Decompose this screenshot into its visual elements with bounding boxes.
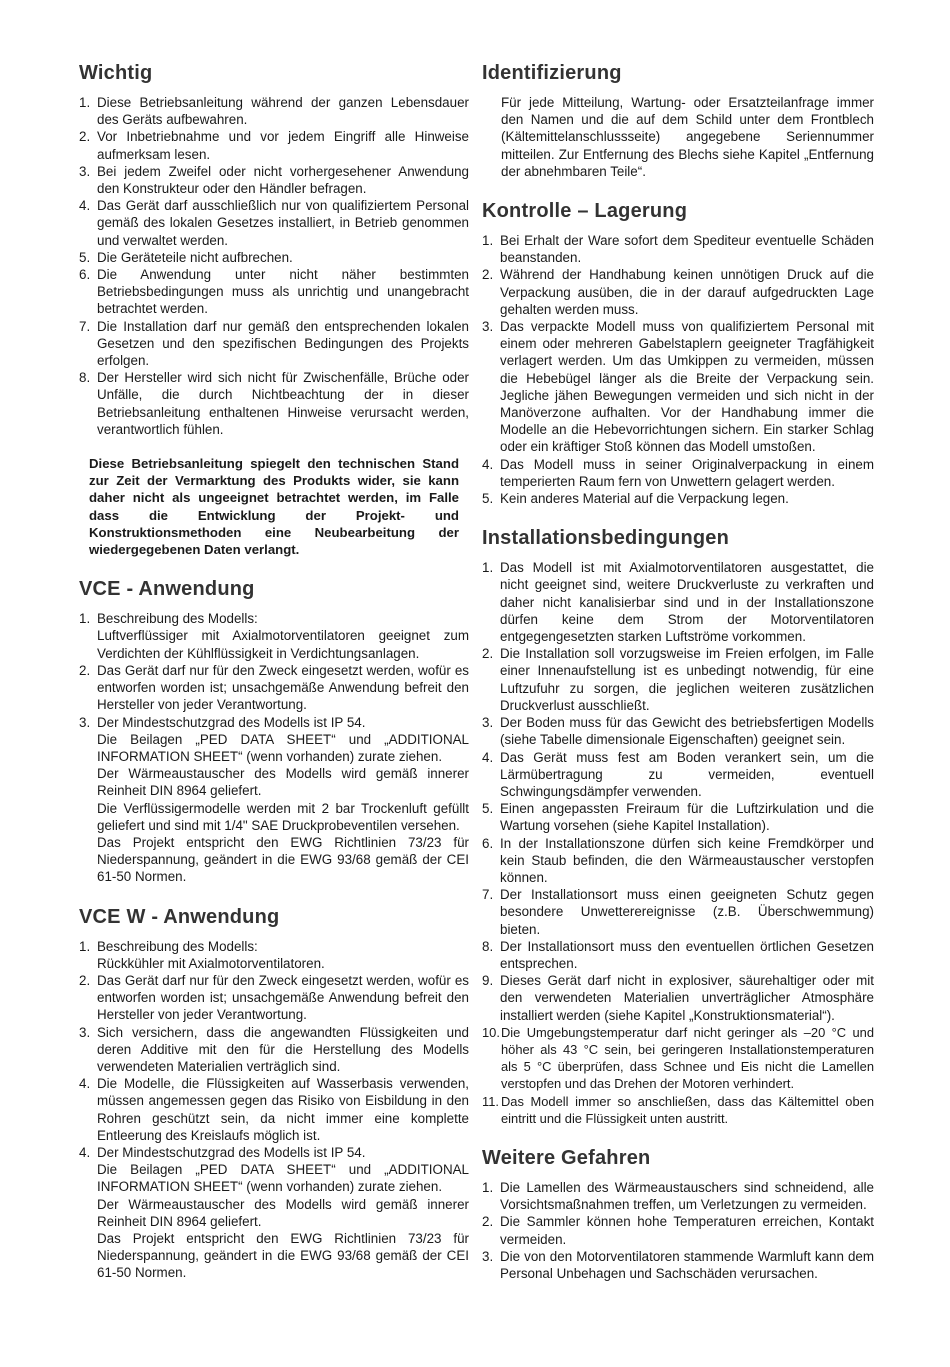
list-item-text: Die Geräteteile nicht aufbrechen. (97, 249, 293, 265)
list-item-number: 8. (79, 370, 91, 386)
list-item-text: Die Verflüssigermodelle werden mit 2 bar Trockenluft gefüllt geliefert und sind mit 1/4" SAE Druckprobeventilen versehen. (97, 800, 469, 833)
list-item (79, 318, 469, 370)
list-item-number: 3. (79, 163, 91, 179)
list-item-number: 6. (482, 835, 494, 851)
list-item-text: Während der Handhabung keinen unnötigen Druck auf die Verpackung ausüben, die in der darauf aufgedruckten Lage gehalten werden muss. (500, 267, 874, 317)
list-item-number: 3. (79, 1024, 91, 1040)
heading-identifizierung: Identifizierung (482, 62, 622, 84)
list-item-text: Der Mindestschutzgrad des Modells ist IP 54. (97, 714, 366, 730)
list-item (482, 1248, 874, 1282)
list-item (79, 972, 469, 1024)
list-item-text: Beschreibung des Modells: (97, 611, 258, 627)
list-item-number: 5. (79, 249, 91, 265)
list-item-number: 1. (79, 938, 91, 954)
list-item-text: Das Modell immer so anschließen, dass das Kältemittel oben eintritt und die Flüssigkeit unten austritt. (501, 1093, 874, 1126)
list-item-text: Das Gerät muss fest am Boden verankert sein, um die Lärmübertragung zu vermeiden, eventuell Schwingungsdämpfer verwenden. (500, 749, 874, 799)
heading-vce-w: VCE W - Anwendung (79, 905, 280, 928)
list-item-text: Der Hersteller wird sich nicht für Zwischenfälle, Brüche oder Unfälle, die durch Nichtbeachtung der in dieser Betriebsanleitung enthaltenen Hinweise verursacht werden, verantwortlich fühlen. (97, 370, 469, 437)
list-item-number: 5. (482, 491, 494, 507)
list-item-number: 2. (482, 267, 494, 283)
list-item (79, 1024, 469, 1076)
list-item-text: Rückkühler mit Axialmotorventilatoren. (97, 955, 325, 971)
list-item-number: 1. (79, 95, 91, 110)
list-item-number: 3. (482, 1248, 494, 1264)
list-item-text: Das verpackte Modell muss von qualifiziertem Personal mit einem oder mehreren Gabelstaplern geeigneter Tragfähigkeit verlagert werden. Um das Umkippen zu vermeiden, müssen die Hebebügel länger als die Breite der Verpackung sein. Jegliche jähen Bewegungen vermeiden und sich nicht in der Manöverzone aufhalten. Vor der Handhabung immer die Modelle an die Hebevorrichtungen sichern. Ein starker Schlag oder ein kräftiger Stoß können das Modell umstoßen. (500, 319, 874, 455)
list-item-text: Diese Betriebsanleitung während der ganzen Lebensdauer des Geräts aufbewahren. (97, 95, 469, 128)
list-item-text: Der Installationsort muss den eventuellen örtlichen Gesetzen entsprechen. (500, 938, 874, 971)
list-item-number: 5. (482, 801, 494, 817)
list-item (79, 163, 469, 197)
list-item-text: In der Installationszone dürfen sich keine Fremdkörper und kein Staub befinden, die den Wärmeaustauscher verstopfen können. (500, 835, 874, 885)
list-item (482, 800, 874, 834)
heading-vce: VCE - Anwendung (79, 578, 255, 601)
list-item (482, 559, 874, 645)
list-item-number: 2. (79, 129, 91, 145)
list-item-text: Das Modell ist mit Axialmotorventilatoren ausgestattet, die nicht geeignet sind, weitere Druckverluste zu verkraften und daher nicht kanalisierbar sind und in der Installationszone dürfen keine dem Strom der Motorventilatoren entgegengesetzten starken Luftströme vorkommen. (500, 560, 874, 645)
list-item (482, 645, 874, 714)
list-item-text: Beschreibung des Modells: (97, 938, 258, 954)
list-item-number: 4. (482, 456, 494, 472)
list-item-text: Luftverflüssiger mit Axialmotorventilatoren geeignet zum Verdichten der Kühlflüssigkeit in Verdichtungsanlagen. (97, 628, 469, 661)
list-item-text: Das Projekt entspricht den EWG Richtlinien 73/23 für Niederspannung, geändert in die EWG 93/68 gemäß der CEI 61-50 Normen. (97, 1230, 469, 1281)
list-item (482, 1179, 874, 1213)
list-item-text: Die Beilagen „PED DATA SHEET“ und „ADDITIONAL INFORMATION SHEET“ (wenn vorhanden) zurate ziehen. (97, 1162, 469, 1195)
list-item (482, 886, 874, 938)
list-item (79, 1075, 469, 1144)
list-item-number: 2. (79, 972, 91, 988)
heading-kontrolle: Kontrolle – Lagerung (482, 200, 688, 223)
list-item-text: Der Boden muss für das Gewicht des betriebsfertigen Modells (siehe Tabelle dimensionale Eigenschaften) geeignet sein. (500, 715, 874, 748)
list-item (79, 610, 469, 662)
list-item-text: Bei jedem Zweifel oder nicht vorhergesehener Anwendung den Konstrukteur oder den Händler befragen. (97, 163, 469, 197)
list-item (482, 972, 874, 1024)
list-item (482, 1093, 874, 1127)
list-item (79, 1144, 469, 1282)
list-item (482, 232, 874, 266)
list-item-text: Das Modell muss in seiner Originalverpackung in einem temperierten Raum fern von Unwettern gelagert werden. (500, 456, 874, 489)
text-identifizierung: Für jede Mitteilung, Wartung- oder Ersatzteilanfrage immer den Namen und die auf dem Schild unter dem Frontblech (Kältemittelanschlussseite) angegebene Seriennummer mitteilen. Zur Entfernung des Blechs siehe Kapitel „Entfernung der abnehmbaren Teile“. (501, 95, 874, 179)
list-item-number: 3. (482, 715, 494, 731)
list-item-text: Das Gerät darf nur für den Zweck eingesetzt werden, wofür es entworfen worden ist; unsachgemäße Anwendung befreit den Hersteller von jeder Verantwortung. (97, 662, 469, 713)
list-wichtig (79, 94, 469, 438)
list-item-number: 4. (79, 1076, 91, 1092)
list-vce-w (79, 938, 469, 1282)
list-item-number: 2. (482, 1214, 494, 1230)
list-item-text: Das Gerät darf ausschließlich nur von qualifiziertem Personal gemäß des lokalen Gesetzes installiert, in Betrieb genommen und verwaltet werden. (97, 198, 469, 248)
list-item (482, 1024, 874, 1093)
list-item (79, 94, 469, 128)
list-item (482, 714, 874, 748)
list-item-text: Die Sammler können hohe Temperaturen erreichen, Kontakt vermeiden. (500, 1214, 874, 1247)
heading-wichtig: Wichtig (79, 62, 153, 84)
list-item-number: 4. (79, 198, 91, 214)
list-item (79, 714, 469, 886)
list-item-number: 3. (482, 319, 494, 335)
list-item-text: Das Projekt entspricht den EWG Richtlinien 73/23 für Niederspannung, geändert in die EWG 93/68 gemäß der CEI 61-50 Normen. (97, 834, 469, 885)
list-item (482, 835, 874, 887)
list-item-text: Die Lamellen des Wärmeaustauschers sind schneidend, alle Vorsichtsmaßnahmen treffen, um Verletzungen zu vermeiden. (500, 1179, 874, 1213)
list-kontrolle (482, 232, 874, 507)
list-item-text: Einen angepassten Freiraum für die Luftzirkulation und die Wartung vorsehen (siehe Kapitel Installation). (500, 801, 874, 834)
list-item (482, 456, 874, 490)
heading-installation: Installationsbedingungen (482, 527, 730, 550)
list-item (79, 128, 469, 162)
list-item (482, 266, 874, 318)
list-item-text: Dieses Gerät darf nicht in explosiver, säurehaltiger oder mit den verwendeten Materialien unverträglicher Atmosphäre installiert werden (siehe Kapitel „Konstruktionsmaterial“). (500, 973, 874, 1023)
list-item-text: Das Gerät darf nur für den Zweck eingesetzt werden, wofür es entworfen worden ist; unsachgemäße Anwendung befreit den Hersteller von jeder Verantwortung. (97, 972, 469, 1023)
list-vce (79, 610, 469, 885)
list-gefahren (482, 1179, 874, 1282)
list-item-text: Der Installationsort muss einen geeigneten Schutz gegen besondere Unwetterereignisse (z.B. Überschwemmung) bieten. (500, 887, 874, 937)
list-item-text: Kein anderes Material auf die Verpackung legen. (500, 491, 789, 507)
list-item-number: 9. (482, 973, 494, 989)
list-item-text: Die Umgebungstemperatur darf nicht geringer als –20 °C und höher als 43 °C sein, bei geringeren Installationstemperaturen als 5 °C überprüfen, dass Schnee und Eis nicht die Lamellen verstopfen und das Drehen der Motoren verhindert. (501, 1024, 874, 1092)
list-item-number: 10. (482, 1024, 500, 1040)
list-item-number: 3. (79, 714, 91, 730)
list-item (79, 266, 469, 318)
list-item (79, 662, 469, 714)
list-item-number: 7. (79, 318, 91, 334)
list-item-number: 1. (482, 560, 494, 576)
list-item-text: Die Modelle, die Flüssigkeiten auf Wasserbasis verwenden, müssen angemessen gegen das Risiko von Eisbildung in den Rohren geschützt sein, da nicht immer eine komplette Entleerung des Kreislaufs möglich ist. (97, 1076, 469, 1143)
list-item-text: Der Wärmeaustauscher des Modells wird gemäß innerer Reinheit DIN 8964 geliefert. (97, 1196, 469, 1229)
heading-gefahren: Weitere Gefahren (482, 1146, 651, 1169)
list-item (482, 490, 874, 507)
list-installation (482, 559, 874, 1127)
list-item-text: Sich versichern, dass die angewandten Flüssigkeiten und deren Additive mit den für die Herstellung des Modells verwendeten Materialien verträglich sind. (97, 1024, 469, 1074)
list-item (79, 197, 469, 249)
list-item-number: 4. (79, 1144, 91, 1160)
list-item-text: Die Beilagen „PED DATA SHEET“ und „ADDITIONAL INFORMATION SHEET“ (wenn vorhanden) zurate ziehen. (97, 731, 469, 764)
list-item (482, 938, 874, 972)
list-item-number: 1. (482, 1179, 494, 1195)
list-item-text: Die Installation soll vorzugsweise im Freien erfolgen, im Falle einer Innenaufstellung ist es unbedingt notwendig, für eine Luftzufuhr zu sorgen, die jeglichen weiteren zusätzlichen Druckverlust ausschließt. (500, 646, 874, 713)
list-item-number: 11. (482, 1093, 499, 1109)
list-item-number: 1. (482, 233, 494, 249)
list-item-text: Bei Erhalt der Ware sofort dem Spediteur eventuelle Schäden beanstanden. (500, 233, 874, 266)
list-item (79, 369, 469, 438)
list-item-number: 6. (79, 267, 91, 283)
list-item-number: 8. (482, 938, 494, 954)
list-item (79, 938, 469, 972)
list-item-text: Die Installation darf nur gemäß den entsprechenden lokalen Gesetzen und den spezifischen Bedingungen des Projekts erfolgen. (97, 318, 469, 369)
list-item-number: 4. (482, 749, 494, 765)
list-item (482, 1213, 874, 1247)
list-item-text: Die Anwendung unter nicht näher bestimmten Betriebsbedingungen muss als unrichtig und unangebracht betrachtet werden. (97, 267, 469, 317)
list-item (482, 318, 874, 456)
list-item (482, 749, 874, 801)
left-column (79, 62, 469, 1282)
list-item-text: Vor Inbetriebnahme und vor jedem Eingriff alle Hinweise aufmerksam lesen. (97, 129, 469, 162)
list-item-text: Der Mindestschutzgrad des Modells ist IP 54. (97, 1144, 366, 1160)
list-item-text: Die von den Motorventilatoren stammende Warmluft kann dem Personal Unbehagen und Sachschäden verursachen. (500, 1248, 874, 1281)
list-item-number: 1. (79, 611, 91, 627)
right-column (482, 62, 874, 1282)
list-item-number: 2. (482, 646, 494, 662)
list-item (79, 249, 469, 266)
list-item-text: Der Wärmeaustauscher des Modells wird gemäß innerer Reinheit DIN 8964 geliefert. (97, 766, 469, 799)
list-item-number: 2. (79, 662, 91, 678)
list-item-number: 7. (482, 887, 494, 903)
note-technical-state: Diese Betriebsanleitung spiegelt den technischen Stand zur Zeit der Vermarktung des Produkts wider, sie kann daher nicht als ungeeignet betrachtet werden, im Falle dass die Entwicklung der Projekt- und Konstruktionsmethoden eine Neubearbeitung der wiedergegebenen Daten verlangt. (89, 456, 459, 558)
